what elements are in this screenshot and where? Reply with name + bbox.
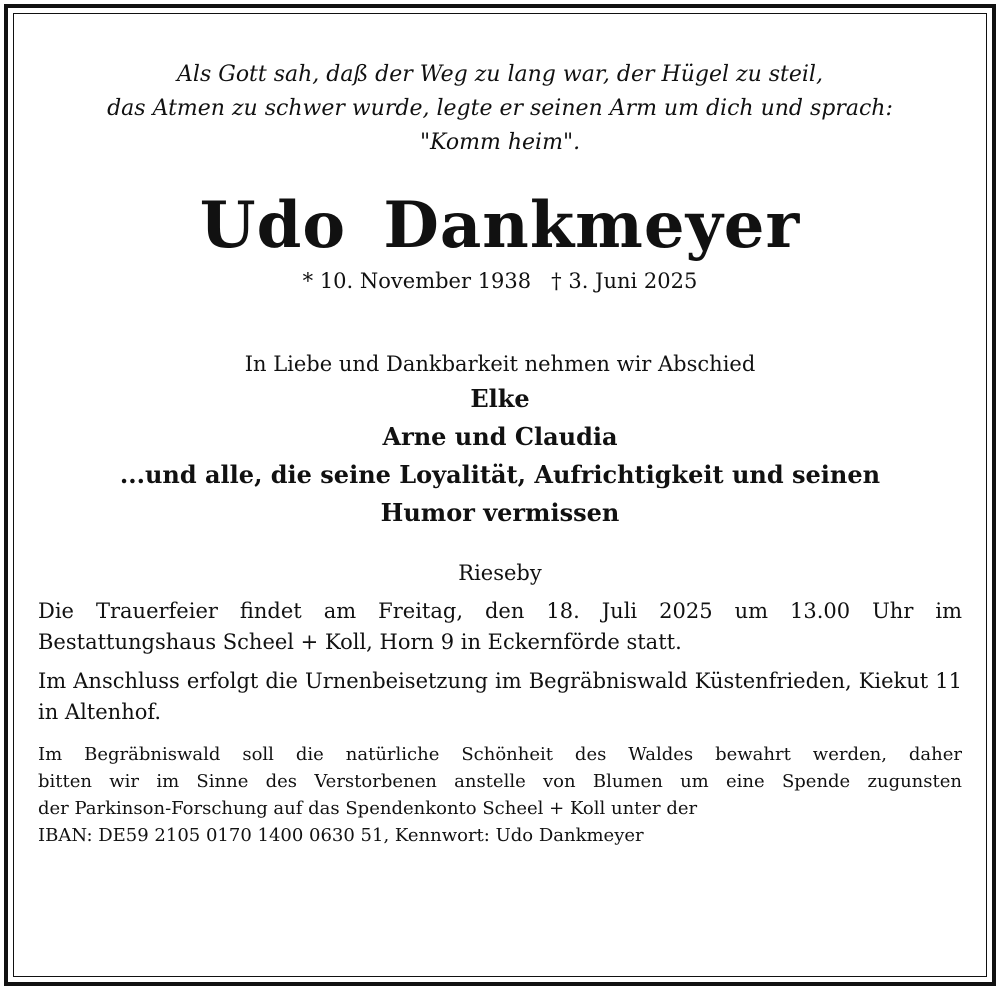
- mourner-line-1: Elke: [470, 384, 530, 413]
- donation-notice: [38, 741, 962, 849]
- poem-verse: [38, 58, 962, 160]
- poem-line-1: Als Gott sah, daß der Weg zu lang war, der Hügel zu steil,: [177, 62, 823, 87]
- mourner-line-2: Arne und Claudia: [382, 422, 618, 451]
- deceased-name: Udo Dankmeyer: [199, 188, 801, 263]
- urn-burial-paragraph: Im Anschluss erfolgt die Urnenbeisetzung im Begräbniswald Küstenfrieden, Kiekut 11 in Altenhof.: [38, 669, 962, 724]
- funeral-service-paragraph: Die Trauerfeier findet am Freitag, den 18. Juli 2025 um 13.00 Uhr im Bestattungshaus Scheel + Koll, Horn 9 in Eckernförde statt.: [38, 599, 962, 654]
- poem-line-2: das Atmen zu schwer wurde, legte er seinen Arm um dich und sprach:: [107, 96, 893, 121]
- place-name: Rieseby: [458, 561, 542, 585]
- obituary-notice: [38, 58, 962, 849]
- life-dates: * 10. November 1938 † 3. Juni 2025: [302, 269, 698, 293]
- mourner-line-4: Humor vermissen: [380, 498, 620, 527]
- poem-line-3: "Komm heim".: [419, 130, 581, 155]
- donation-line-3: der Parkinson-Forschung auf das Spendenkonto Scheel + Koll unter der: [38, 798, 698, 819]
- mourners-list: [38, 380, 962, 532]
- donation-line-1: Im Begräbniswald soll die natürliche Schönheit des Waldes bewahrt werden, daher: [38, 744, 962, 765]
- farewell-text: In Liebe und Dankbarkeit nehmen wir Abschied: [244, 352, 756, 376]
- mourner-line-3: ...und alle, die seine Loyalität, Aufrichtigkeit und seinen: [119, 460, 881, 489]
- donation-line-2: bitten wir im Sinne des Verstorbenen anstelle von Blumen um eine Spende zugunsten: [38, 771, 962, 792]
- donation-iban-line: IBAN: DE59 2105 0170 1400 0630 51, Kennwort: Udo Dankmeyer: [38, 825, 644, 846]
